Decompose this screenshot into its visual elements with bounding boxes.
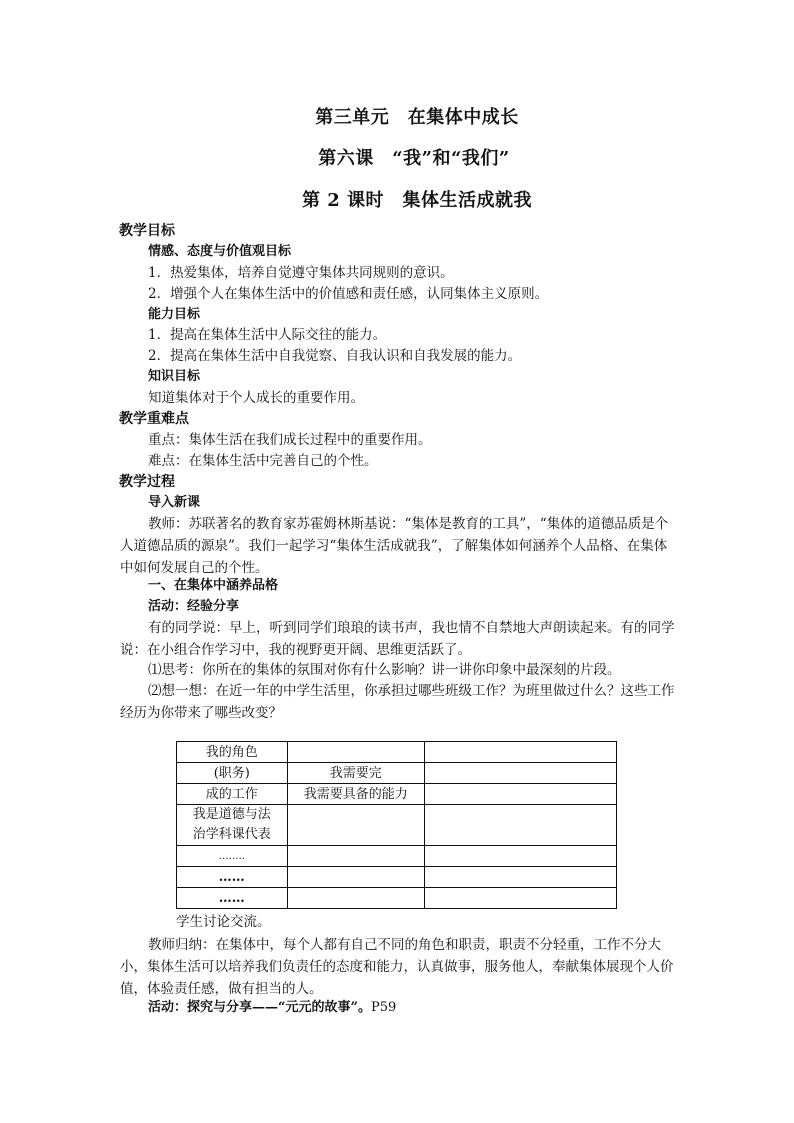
table-row xyxy=(177,846,617,867)
table-cell xyxy=(287,867,424,888)
activity2-page: P59 xyxy=(370,1000,397,1015)
table-row xyxy=(177,888,617,909)
table-cell-line: 治学科课代表 xyxy=(192,827,271,842)
section1-heading: 一、在集体中涵养品格 xyxy=(148,578,279,593)
table-cell: (职务) xyxy=(177,763,288,784)
table-cell xyxy=(177,867,288,888)
table-cell xyxy=(424,888,616,909)
key-points-heading: 教学重难点 xyxy=(119,411,189,427)
table-cell-text: …… xyxy=(218,869,245,885)
intro-paragraph: 教师：苏联著名的教育家苏霍姆林斯基说：“集体是教育的工具”，“集体的道德品质是个人道德品质的源泉”。我们一起学习“集体生活成就我”，了解集体如何涵养个人品格、在集体中如何发展自己的个性。 xyxy=(120,516,669,576)
table-row xyxy=(177,763,617,784)
lesson-title: 第六课 “我”和“我们” xyxy=(318,148,510,169)
table-cell xyxy=(287,742,424,763)
table-cell-text: …….. xyxy=(218,851,245,862)
activity2-heading: 活动：探究与分享——“元元的故事”。 xyxy=(148,1000,371,1015)
table-cell xyxy=(424,784,616,805)
unit-title: 第三单元 在集体中成长 xyxy=(315,107,519,128)
table-cell xyxy=(287,805,424,846)
table-cell: 我需要具备的能力 xyxy=(287,784,424,805)
table-cell-text: …… xyxy=(218,890,245,906)
objectives-heading: 教学目标 xyxy=(119,223,175,239)
table-row xyxy=(177,805,617,846)
key-point-focus: 重点：集体生活在我们成长过程中的重要作用。 xyxy=(148,432,432,448)
activity1-heading: 活动：经验分享 xyxy=(148,599,240,614)
table-cell xyxy=(424,846,616,867)
activity1-paragraph: 有的同学说：早上，听到同学们琅琅的读书声，我也情不自禁地大声朗读起来。有的同学说：在小组合作学习中，我的视野更开阔、思维更活跃了。 xyxy=(120,620,675,658)
table-cell xyxy=(177,888,288,909)
emotion-objective-item: 1．热爱集体，培养自觉遵守集体共同规则的意识。 xyxy=(148,265,454,281)
emotion-objective-heading: 情感、态度与价值观目标 xyxy=(148,244,292,259)
table-cell-line: 我是道德与法 xyxy=(192,807,271,822)
table-row xyxy=(177,784,617,805)
table-cell xyxy=(287,888,424,909)
summary-paragraph: 教师归纳：在集体中，每个人都有自己不同的角色和职责，职责不分轻重，工作不分大小，集体生活可以培养我们负责任的态度和能力，认真做事，服务他人，奉献集体展现个人价值，体验责任感，做有担当的人。 xyxy=(120,937,674,997)
key-point-difficulty: 难点：在集体生活中完善自己的个性。 xyxy=(148,453,378,469)
table-cell xyxy=(177,805,288,846)
table-row xyxy=(177,867,617,888)
discussion-line: 学生讨论交流。 xyxy=(176,914,271,930)
table-cell xyxy=(424,742,616,763)
process-heading: 教学过程 xyxy=(119,474,175,490)
period-title: 第 2 课时 集体生活成就我 xyxy=(301,190,533,211)
ability-objective-heading: 能力目标 xyxy=(148,307,201,322)
table-cell: 成的工作 xyxy=(177,784,288,805)
table-cell: 我的角色 xyxy=(177,742,288,763)
table-cell: 我需要完 xyxy=(287,763,424,784)
intro-heading: 导入新课 xyxy=(148,495,201,510)
knowledge-objective-item: 知道集体对于个人成长的重要作用。 xyxy=(148,390,364,406)
table-cell xyxy=(424,763,616,784)
table-cell xyxy=(424,805,616,846)
ability-objective-item: 2．提高在集体生活中自我觉察、自我认识和自我发展的能力。 xyxy=(148,348,522,364)
table-cell xyxy=(177,846,288,867)
table-row xyxy=(177,742,617,763)
table-cell xyxy=(287,846,424,867)
question2-paragraph: ⑵想一想：在近一年的中学生活里，你承担过哪些班级工作？为班里做过什么？这些工作经历为你带来了哪些改变？ xyxy=(120,683,675,721)
question1-paragraph: ⑴思考：你所在的集体的氛围对你有什么影响？讲一讲你印象中最深刻的片段。 xyxy=(148,662,621,678)
activity2-line xyxy=(148,998,396,1018)
emotion-objective-item: 2．增强个人在集体生活中的价值感和责任感，认同集体主义原则。 xyxy=(148,286,549,302)
ability-objective-item: 1．提高在集体生活中人际交往的能力。 xyxy=(148,327,387,343)
knowledge-objective-heading: 知识目标 xyxy=(148,369,201,384)
table-cell xyxy=(424,867,616,888)
role-table xyxy=(176,741,617,909)
